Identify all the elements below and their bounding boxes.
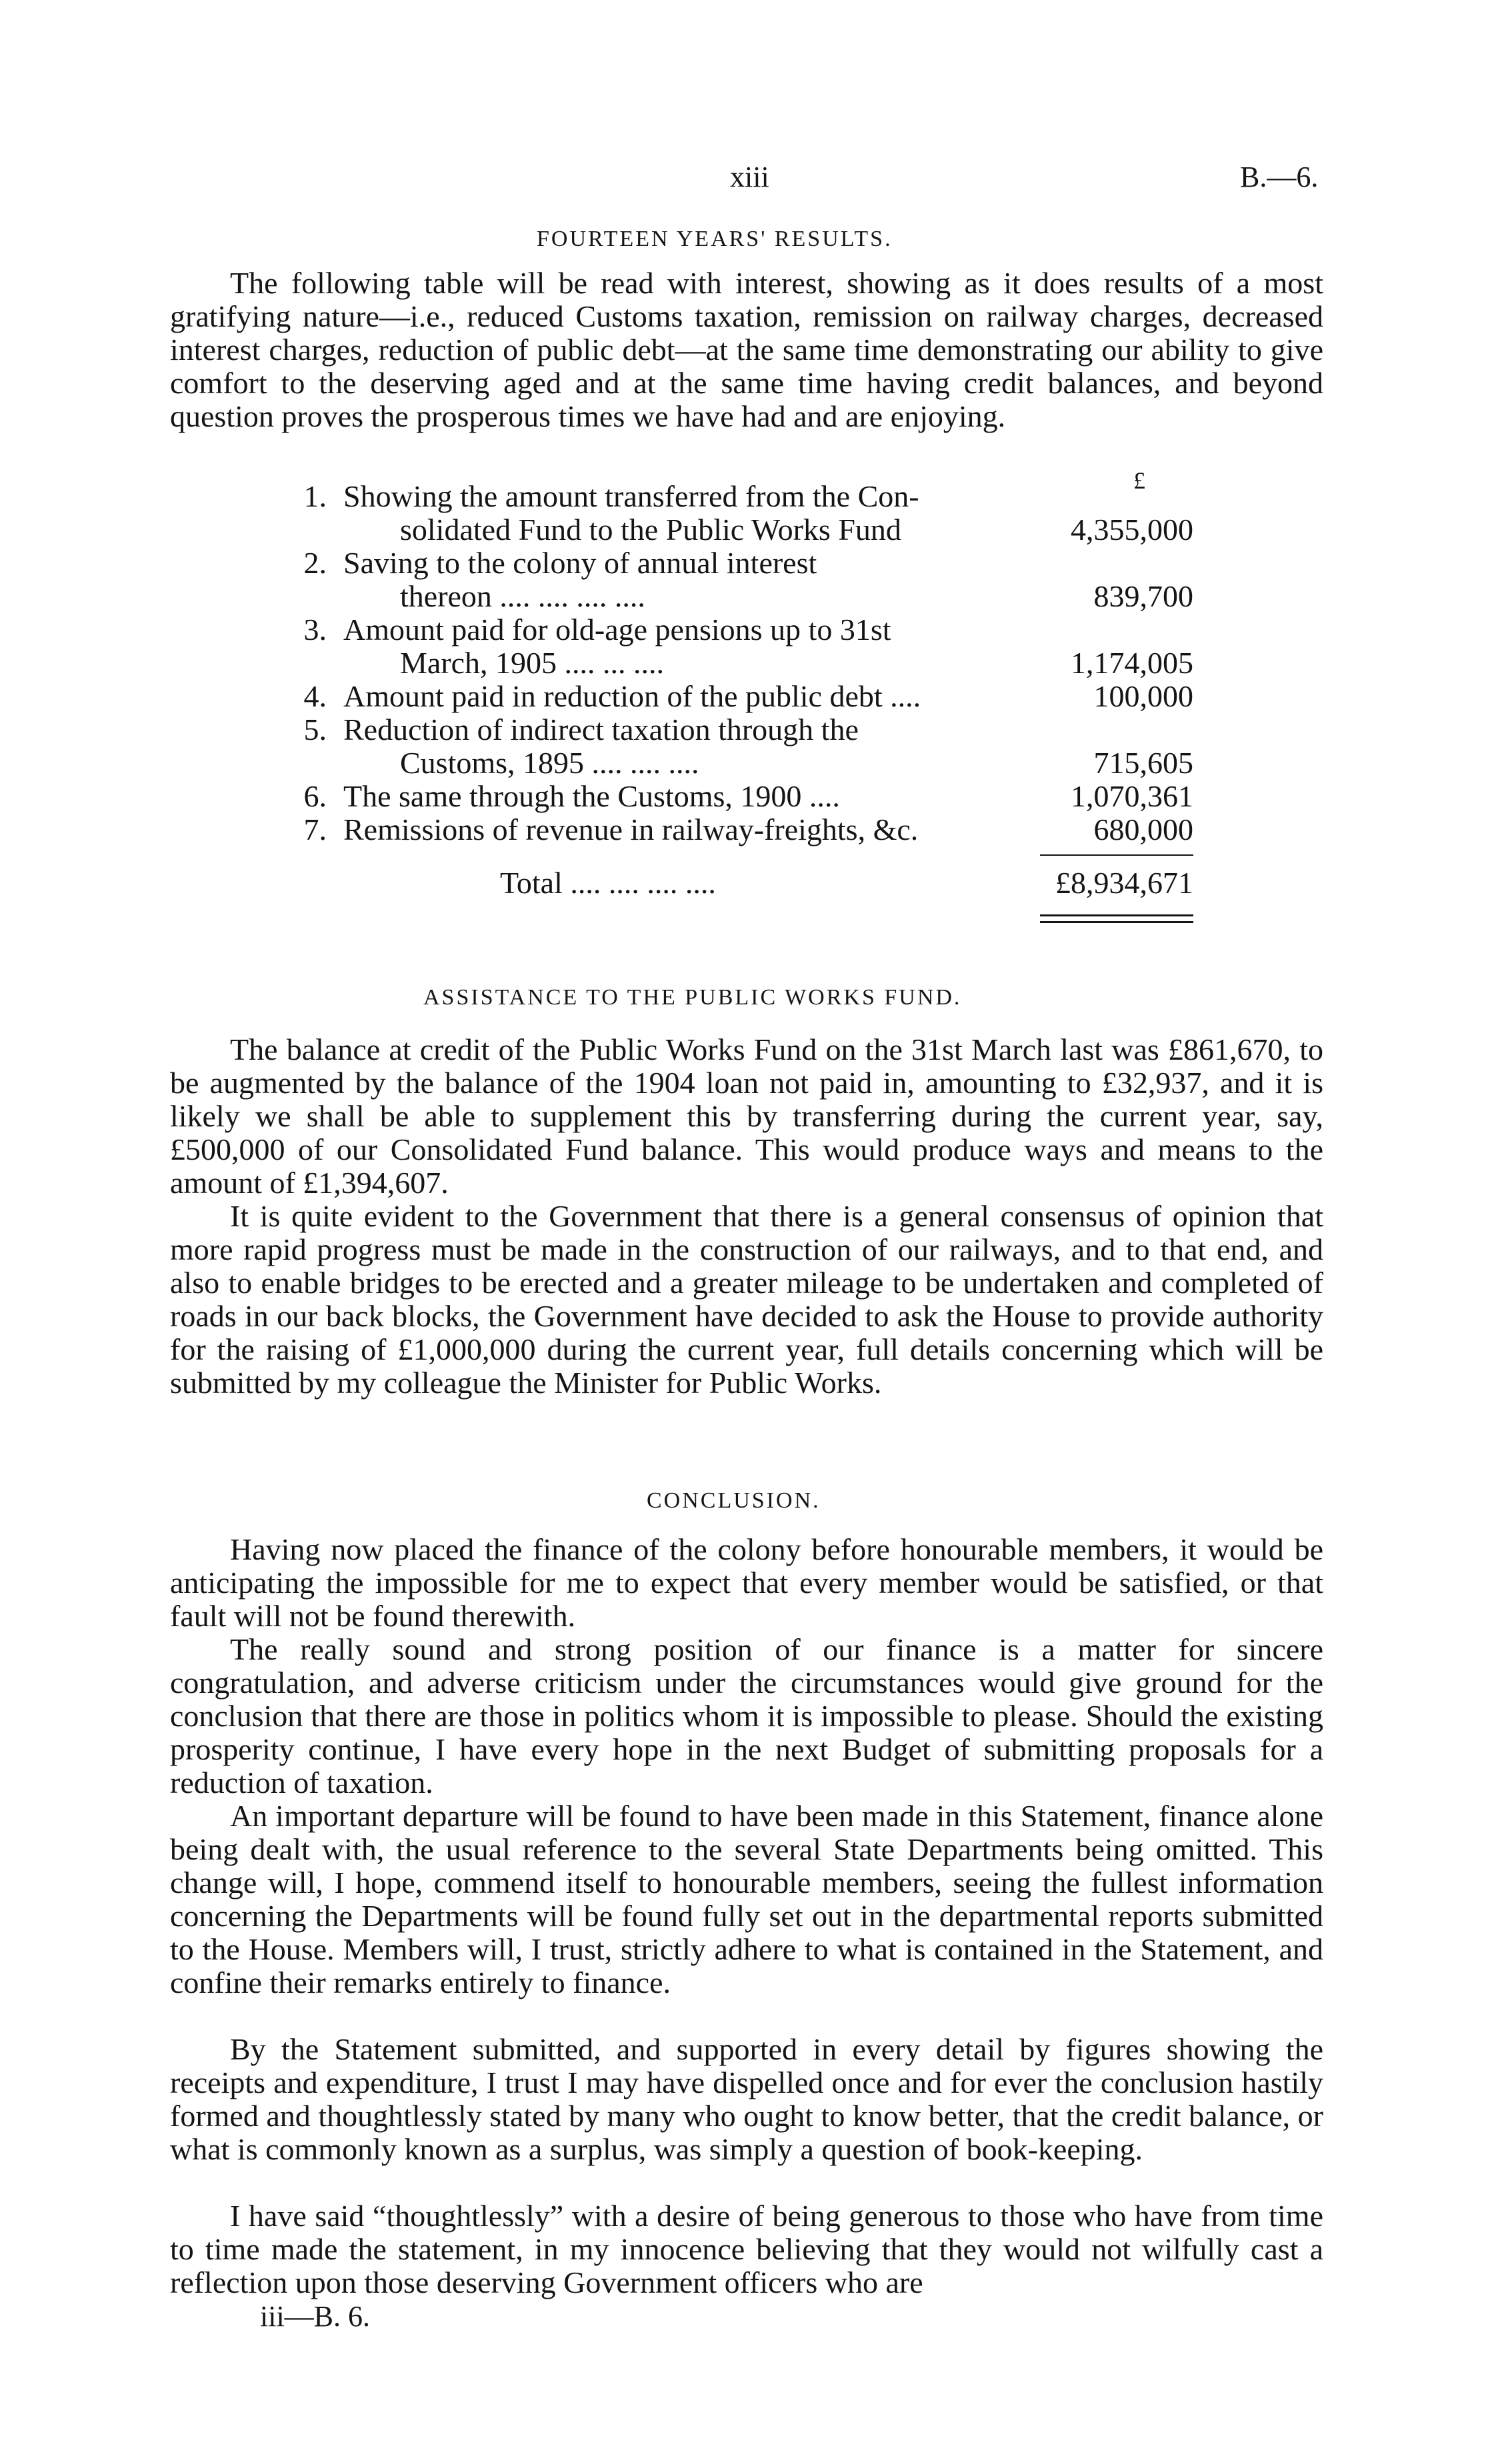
section-heading-public-works: ASSISTANCE TO THE PUBLIC WORKS FUND. [423,985,962,1010]
currency-symbol: £ [1133,467,1145,494]
item-amount: 4,355,000 [1071,513,1193,547]
total-amount: £8,934,671 [1055,866,1193,900]
item-label-cont: Customs, 1895 .... .... .... [400,746,699,780]
section-heading-fourteen-years: FOURTEEN YEARS' RESULTS. [537,227,893,251]
public-works-paragraph-1: The balance at credit of the Public Works Fund on the 31st March last was £861,670, to be augmented by the balance of the 1904 loan not paid in, amounting to £32,937, and it is likely we shall be able to supplement this by transferring during the current year, say, £500,000 of our Consolidated Fund balance. This would produce ways and means to the amount of £1,394,607. [170,1032,1323,1200]
item-number: 3. [303,613,327,646]
item-amount: 680,000 [1093,812,1193,846]
conclusion-paragraph-4: By the Statement submitted, and supported in every detail by figures showing the receipts and expenditure, I trust I may have dispelled once and for ever the conclusion hastily formed and thoughtlessly stated by many who ought to know better, that the credit balance, or what is commonly known as a surplus, was simply a question of book-keeping. [170,2032,1323,2166]
item-number: 2. [303,546,327,580]
item-label: Remissions of revenue in railway-freights, &c. [343,812,919,846]
document-code: B.—6. [1240,161,1319,193]
item-amount: 1,070,361 [1071,779,1193,813]
item-label-cont: March, 1905 .... ... .... [400,646,665,680]
item-amount: 1,174,005 [1071,646,1193,680]
conclusion-paragraph-3: An important departure will be found to have been made in this Statement, finance alone being dealt with, the usual reference to the several State Departments being omitted. This change will, I hope, commend itself to honourable members, seeing the fullest information concerning the Departments will be found fully set out in the departmental reports submitted to the House. Members will, I trust, strictly adhere to what is contained in the Statement, and confine their remarks entirely to finance. [170,1799,1323,1999]
signature-mark: iii—B. 6. [260,2300,371,2333]
conclusion-paragraph-2: The really sound and strong position of our finance is a matter for sincere congratulation, and adverse criticism under the circumstances would give ground for the conclusion that there are those in politics whom it is impossible to please. Should the existing prosperity continue, I have every hope in the next Budget of submitting proposals for a reduction of taxation. [170,1632,1323,1800]
total-label: Total .... .... .... .... [500,866,716,900]
total-double-rule-top [1040,914,1193,916]
item-amount: 715,605 [1093,746,1193,780]
item-number: 6. [303,779,327,813]
total-rule [1040,854,1193,856]
item-amount: 100,000 [1093,679,1193,713]
public-works-paragraph-2: It is quite evident to the Government that there is a general consensus of opinion that more rapid progress must be made in the construction of our railways, and to that end, and also to enable bridges to be erected and a greater mileage to be undertaken and completed of roads in our back blocks, the Government have decided to ask the House to provide authority for the raising of £1,000,000 during the current year, full details concerning which will be submitted by my colleague the Minister for Public Works. [170,1199,1323,1400]
item-label-cont: thereon .... .... .... .... [400,579,645,613]
item-label-cont: solidated Fund to the Public Works Fund [400,513,901,547]
item-label: The same through the Customs, 1900 .... [343,779,840,813]
intro-paragraph: The following table will be read with interest, showing as it does results of a most gratifying nature—i.e., reduced Customs taxation, remission on railway charges, decreased interest charges, reduction of public debt—at the same time demonstrating our ability to give comfort to the deserving aged and at the same time having credit balances, and beyond question proves the prosperous times we have had and are enjoying. [170,266,1323,433]
item-label: Amount paid for old-age pensions up to 31st [343,613,891,646]
item-number: 1. [303,479,327,513]
total-double-rule-bottom [1040,921,1193,923]
item-amount: 839,700 [1093,579,1193,613]
item-label: Amount paid in reduction of the public debt .... [343,679,921,713]
item-number: 5. [303,712,327,746]
item-number: 7. [303,812,327,846]
conclusion-paragraph-5: I have said “thoughtlessly” with a desire of being generous to those who have from time to time made the statement, in my innocence believing that they would not wilfully cast a reflection upon those deserving Government officers who are [170,2199,1323,2299]
item-label: Saving to the colony of annual interest [343,546,817,580]
section-heading-conclusion: CONCLUSION. [647,1488,821,1513]
page-number: xiii [730,161,769,193]
item-label: Reduction of indirect taxation through the [343,712,859,746]
conclusion-paragraph-1: Having now placed the finance of the colony before honourable members, it would be anticipating the impossible for me to expect that every member would be satisfied, or that fault will not be found therewith. [170,1532,1323,1633]
item-number: 4. [303,679,327,713]
item-label: Showing the amount transferred from the Con- [343,479,919,513]
